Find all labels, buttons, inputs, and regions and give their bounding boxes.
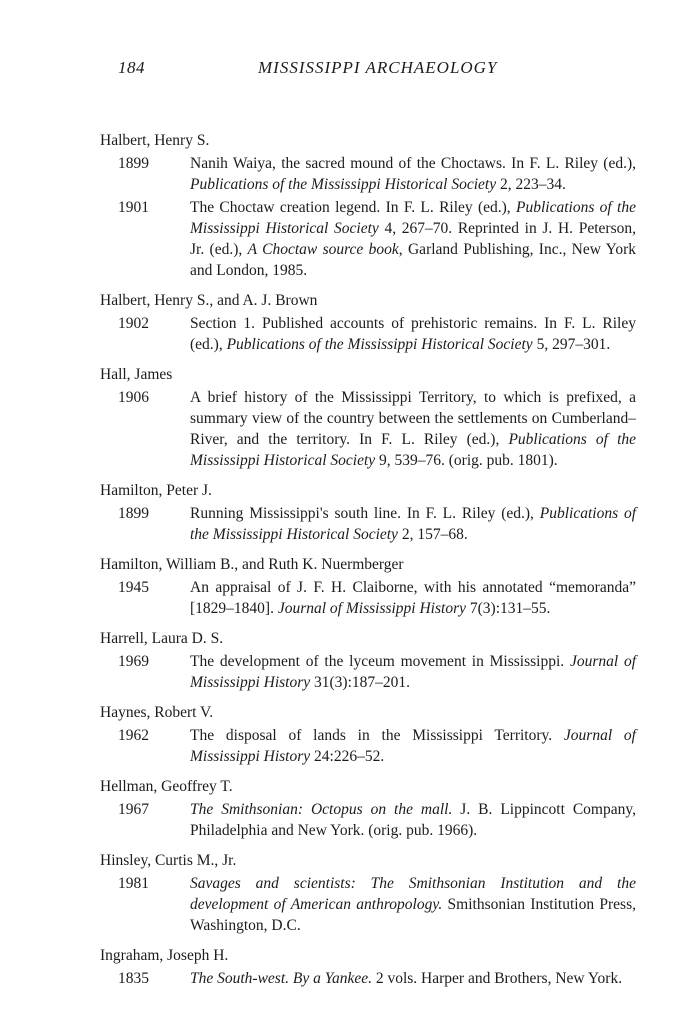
entry-author: Haynes, Robert V. bbox=[100, 704, 214, 721]
entry-author: Hamilton, William B., and Ruth K. Nuermberger bbox=[100, 556, 404, 573]
entry-item bbox=[100, 577, 636, 619]
entry-author: Hamilton, Peter J. bbox=[100, 482, 212, 499]
citation-title: Journal of Mississippi History bbox=[190, 727, 636, 765]
entry-citation bbox=[190, 873, 636, 936]
entry-author: Hinsley, Curtis M., Jr. bbox=[100, 852, 237, 869]
citation-text: Section 1. Published accounts of prehistoric remains. In F. L. Riley (ed.), bbox=[190, 315, 636, 353]
page-header bbox=[0, 58, 688, 88]
citation-title: Journal of Mississippi History bbox=[190, 653, 637, 691]
citation-text: The Choctaw creation legend. In F. L. Riley (ed.), bbox=[190, 199, 516, 216]
entry-author: Ingraham, Joseph H. bbox=[100, 947, 229, 964]
entry-item bbox=[100, 197, 636, 281]
entry-item bbox=[100, 153, 636, 195]
entry-author: Harrell, Laura D. S. bbox=[100, 630, 224, 647]
entry-year: 1967 bbox=[118, 801, 149, 818]
citation-title: Publications of the Mississippi Historical Society bbox=[190, 176, 497, 193]
citation-text: 5, 297–301. bbox=[532, 336, 611, 353]
citation-title: Journal of Mississippi History bbox=[277, 600, 466, 617]
entry-item bbox=[100, 503, 636, 545]
entry-year: 1899 bbox=[118, 505, 149, 522]
entry-author: Hall, James bbox=[100, 366, 173, 383]
entry-item bbox=[100, 799, 636, 841]
entry-year: 1969 bbox=[118, 653, 149, 670]
entry-item bbox=[100, 725, 636, 767]
entry-year: 1945 bbox=[118, 579, 149, 596]
entry-citation bbox=[190, 725, 636, 767]
entry-year: 1901 bbox=[118, 199, 149, 216]
entry-citation bbox=[190, 651, 636, 693]
citation-title: Publications of the Mississippi Historical Society bbox=[190, 505, 636, 543]
citation-text: The development of the lyceum movement in Mississippi. bbox=[190, 653, 570, 670]
entry-citation bbox=[190, 503, 636, 545]
entry-citation bbox=[190, 387, 636, 471]
entry-item bbox=[100, 651, 636, 693]
citation-text: Nanih Waiya, the sacred mound of the Choctaws. In F. L. Riley (ed.), bbox=[190, 155, 636, 172]
page-number: 184 bbox=[118, 58, 145, 77]
entry-year: 1899 bbox=[118, 155, 149, 172]
citation-title: Publications of the Mississippi Historical Society bbox=[190, 431, 637, 469]
citation-text: 2, 157–68. bbox=[397, 526, 468, 543]
entry-item bbox=[100, 968, 636, 989]
citation-text: 2, 223–34. bbox=[496, 176, 566, 193]
entry-citation bbox=[190, 799, 636, 841]
citation-text: 4, 267–70. Reprinted in J. H. Peterson, Jr. (ed.), bbox=[190, 220, 636, 258]
citation-text: 24:226–52. bbox=[310, 748, 385, 765]
citation-text: 2 vols. Harper and Brothers, New York. bbox=[371, 970, 623, 987]
entry-year: 1835 bbox=[118, 970, 149, 987]
entry-item bbox=[100, 873, 636, 936]
entry-author: Hellman, Geoffrey T. bbox=[100, 778, 233, 795]
entry-citation bbox=[190, 577, 636, 619]
citation-text: Smithsonian Institution Press, Washington, D.C. bbox=[190, 896, 636, 934]
citation-text: An appraisal of J. F. H. Claiborne, with his annotated “memoranda” [1829–1840]. bbox=[190, 579, 636, 617]
entry-author: Halbert, Henry S. bbox=[100, 132, 210, 149]
entry-citation bbox=[190, 313, 636, 355]
citation-text: , Garland Publishing, Inc., New York and London, 1985. bbox=[190, 241, 636, 279]
entry-citation bbox=[190, 197, 636, 281]
citation-title: Publications of the Mississippi Historical Society bbox=[190, 199, 636, 237]
entry-item bbox=[100, 387, 636, 471]
entry-item bbox=[100, 313, 636, 355]
entry-year: 1962 bbox=[118, 727, 149, 744]
entry-year: 1902 bbox=[118, 315, 149, 332]
citation-title: A Choctaw source book bbox=[247, 241, 399, 258]
entry-citation bbox=[190, 153, 636, 195]
entry-citation bbox=[190, 968, 636, 989]
entry-year: 1906 bbox=[118, 389, 149, 406]
running-title: MISSISSIPPI ARCHAEOLOGY bbox=[258, 58, 498, 77]
entry-author: Halbert, Henry S., and A. J. Brown bbox=[100, 292, 318, 309]
entry-year: 1981 bbox=[118, 875, 149, 892]
citation-text: 31(3):187–201. bbox=[310, 674, 411, 691]
citation-title: The South-west. By a Yankee. bbox=[190, 970, 372, 987]
citation-text: 7(3):131–55. bbox=[466, 600, 551, 617]
citation-text: J. B. Lippincott Company, Philadelphia and New York. (orig. pub. 1966). bbox=[190, 801, 636, 839]
citation-text: 9, 539–76. (orig. pub. 1801). bbox=[375, 452, 558, 469]
citation-text: The disposal of lands in the Mississippi Territory. bbox=[190, 727, 564, 744]
citation-title: Publications of the Mississippi Historical Society bbox=[226, 336, 533, 353]
citation-text: Running Mississippi's south line. In F. L. Riley (ed.), bbox=[190, 505, 540, 522]
bibliography-list bbox=[100, 131, 636, 989]
citation-title: Savages and scientists: The Smithsonian Institution and the development of American anthropology. bbox=[190, 875, 636, 913]
citation-title: The Smithsonian: Octopus on the mall. bbox=[190, 801, 453, 818]
citation-text: A brief history of the Mississippi Territory, to which is prefixed, a summary view of the country between the settlements on Cumberland–River, and the territory. In F. L. Riley (ed.), bbox=[190, 389, 636, 448]
